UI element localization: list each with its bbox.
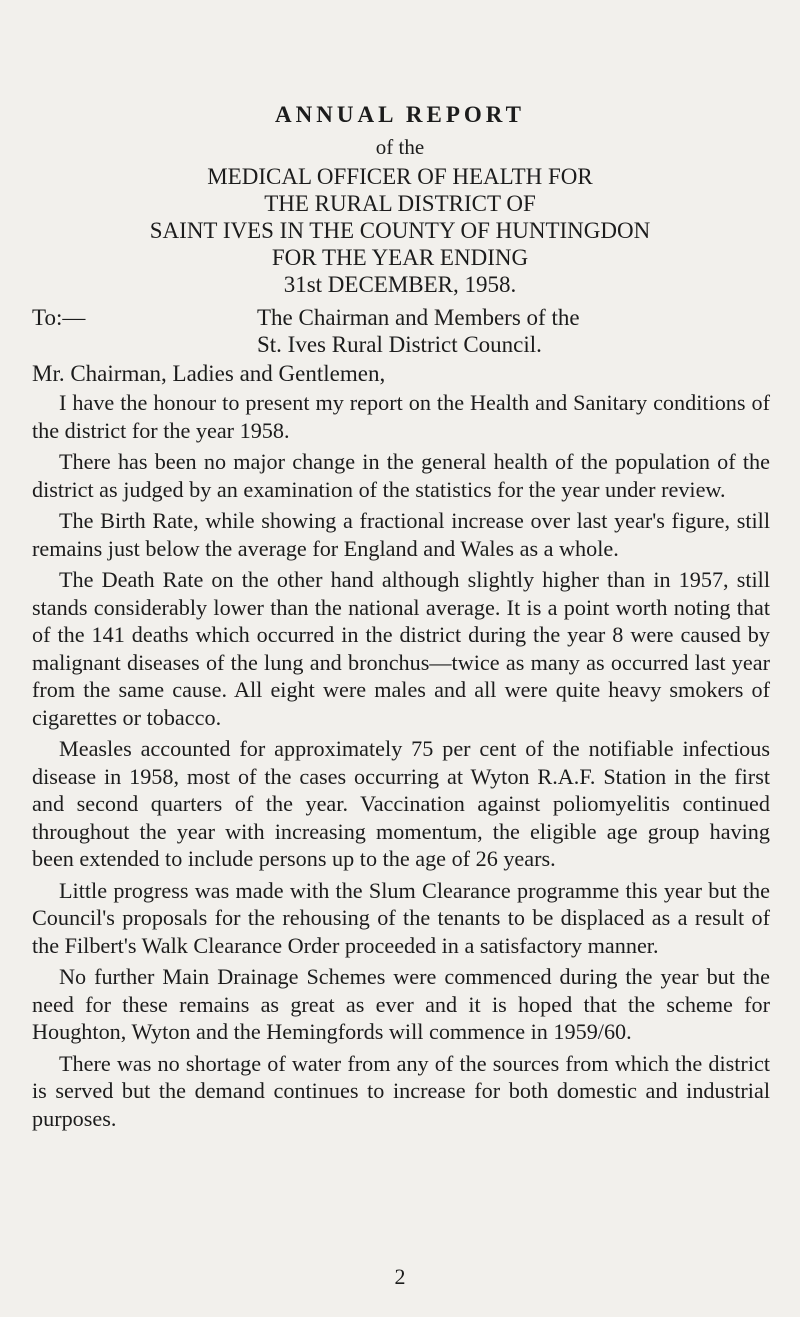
paragraph-water: There was no shortage of water from any of the sources from which the district is served but the demand continues to increase for both domestic and industrial purposes. [32, 1050, 770, 1131]
report-body [32, 389, 770, 1136]
report-title: ANNUAL REPORT [275, 102, 525, 127]
recipient-line-1: The Chairman and Members of the [257, 305, 580, 330]
paragraph-general-health: There has been no major change in the general health of the population of the district as judged by an examination of the statistics for the year under review. [32, 449, 770, 502]
heading-line-district: THE RURAL DISTRICT OF [264, 191, 536, 216]
paragraph-drainage: No further Main Drainage Schemes were commenced during the year but the need for these remains as great as ever and it is hoped that the scheme for Houghton, Wyton and the Hemingfords will commence in 1959/60. [32, 964, 770, 1044]
recipient-line-2: St. Ives Rural District Council. [257, 332, 542, 357]
to-label: To:— [32, 305, 86, 330]
heading-line-year: FOR THE YEAR ENDING [271, 245, 529, 270]
paragraph-measles: Measles accounted for approximately 75 per cent of the notifiable infectious disease in 1958, most of the cases occurring at Wyton R.A.F. Station in the first and second quarters of the year. Vaccination against poliomyelitis continued throughout the year with increasing momentum, the eligible age group having been extended to include persons up to the age of 26 years. [32, 736, 770, 871]
paragraph-slum-clearance: Little progress was made with the Slum Clearance programme this year but the Council's proposals for the rehousing of the tenants to be displaced as a result of the Filbert's Walk Clearance Order proceeded in a satisfactory manner. [32, 877, 770, 958]
salutation: Mr. Chairman, Ladies and Gentlemen, [32, 361, 386, 386]
heading-line-officer: MEDICAL OFFICER OF HEALTH FOR [207, 164, 593, 189]
paragraph-birth-rate: The Birth Rate, while showing a fractional increase over last year's figure, still remains just below the average for England and Wales as a whole. [32, 508, 770, 561]
paragraph-death-rate: The Death Rate on the other hand although slightly higher than in 1957, still stands considerably lower than the national average. It is a point worth noting that of the 141 deaths which occurred in the district during the year 8 were caused by malignant diseases of the lung and bronchus—twice as many as occurred last year from the same cause. All eight were males and all were quite heavy smokers of cigarettes or tobacco. [32, 567, 770, 730]
heading-line-of-the: of the [375, 135, 425, 159]
page-number: 2 [394, 1264, 406, 1289]
heading-line-date: 31st DECEMBER, 1958. [283, 272, 517, 297]
paragraph-honour: I have the honour to present my report on the Health and Sanitary conditions of the district for the year 1958. [32, 390, 770, 443]
heading-line-county: SAINT IVES IN THE COUNTY OF HUNTINGDON [149, 218, 651, 243]
